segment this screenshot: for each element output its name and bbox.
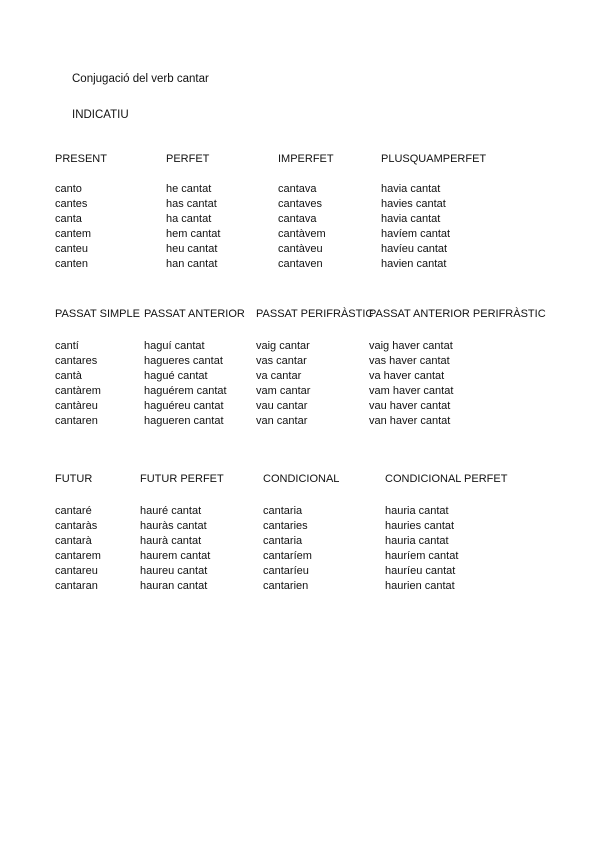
verb-form: haguéreu cantat xyxy=(144,400,224,412)
verb-form: cantem xyxy=(55,228,92,240)
column-header: PASSAT PERIFRÀSTIC xyxy=(256,308,374,320)
page-title: Conjugació del verb cantar xyxy=(72,73,209,85)
verb-form: has cantat xyxy=(166,198,217,210)
verb-form: vam cantar xyxy=(256,385,311,397)
verb-form: haurem cantat xyxy=(140,550,211,562)
verb-form: hem cantat xyxy=(166,228,221,240)
verb-form: cantes xyxy=(55,198,88,210)
form-list xyxy=(140,504,224,594)
column-futur xyxy=(55,472,101,594)
verb-form: havies cantat xyxy=(381,198,446,210)
verb-form: havia cantat xyxy=(381,183,441,195)
verb-form: hauríeu cantat xyxy=(385,565,456,577)
verb-form: havíeu cantat xyxy=(381,243,448,255)
verb-form: van cantar xyxy=(256,415,308,427)
column-header: FUTUR xyxy=(55,473,93,485)
verb-form: han cantat xyxy=(166,258,218,270)
verb-form: cantarà xyxy=(55,535,92,547)
verb-form: heu cantat xyxy=(166,243,218,255)
verb-form: va cantar xyxy=(256,370,302,382)
verb-form: vau haver cantat xyxy=(369,400,451,412)
column-header: PASSAT ANTERIOR PERIFRÀSTIC xyxy=(369,308,546,320)
column-plusquamperfet xyxy=(381,152,486,272)
column-passat-simple xyxy=(55,307,140,429)
verb-form: havien cantat xyxy=(381,258,447,270)
verb-form: vas haver cantat xyxy=(369,355,450,367)
verb-form: haurien cantat xyxy=(385,580,455,592)
verb-form: hauràs cantat xyxy=(140,520,207,532)
column-passat-anterior-perifrastic xyxy=(369,307,546,429)
verb-form: cantaria xyxy=(263,535,303,547)
verb-form: cantaríeu xyxy=(263,565,309,577)
verb-form: cantaren xyxy=(55,415,98,427)
verb-form: ha cantat xyxy=(166,213,212,225)
verb-form: vas cantar xyxy=(256,355,307,367)
verb-form: hagueren cantat xyxy=(144,415,224,427)
form-list xyxy=(278,182,334,272)
verb-form: cantaré xyxy=(55,505,92,517)
verb-form: cantaràs xyxy=(55,520,98,532)
verb-form: hagueres cantat xyxy=(144,355,223,367)
column-header: PRESENT xyxy=(55,153,107,165)
verb-form: hauran cantat xyxy=(140,580,208,592)
column-header: FUTUR PERFET xyxy=(140,473,224,485)
verb-form: cantaries xyxy=(263,520,308,532)
verb-form: van haver cantat xyxy=(369,415,451,427)
verb-form: vaig cantar xyxy=(256,340,310,352)
verb-form: canten xyxy=(55,258,89,270)
verb-form: cantarem xyxy=(55,550,101,562)
verb-form: cantàveu xyxy=(278,243,323,255)
verb-form: havia cantat xyxy=(381,213,441,225)
verb-form: vam haver cantat xyxy=(369,385,454,397)
column-header: CONDICIONAL xyxy=(263,473,340,485)
form-list xyxy=(166,182,220,272)
column-perfet xyxy=(166,152,220,272)
column-imperfet xyxy=(278,152,334,272)
column-header: PASSAT SIMPLE xyxy=(55,308,140,320)
verb-form: cantava xyxy=(278,213,317,225)
column-header: CONDICIONAL PERFET xyxy=(385,473,508,485)
column-condicional-perfet xyxy=(385,472,507,594)
form-list xyxy=(381,182,486,272)
verb-form: hagué cantat xyxy=(144,370,208,382)
form-list xyxy=(369,339,546,429)
form-list xyxy=(144,339,245,429)
verb-form: hauria cantat xyxy=(385,535,449,547)
mood-heading: INDICATIU xyxy=(72,109,129,121)
verb-form: vau cantar xyxy=(256,400,308,412)
verb-form: cantaven xyxy=(278,258,323,270)
verb-form: cantaríem xyxy=(263,550,312,562)
verb-form: hauries cantat xyxy=(385,520,455,532)
verb-form: cantareu xyxy=(55,565,98,577)
verb-form: cantàreu xyxy=(55,400,98,412)
verb-form: cantàvem xyxy=(278,228,326,240)
verb-form: hauria cantat xyxy=(385,505,449,517)
verb-form: cantà xyxy=(55,370,82,382)
column-futur-perfet xyxy=(140,472,224,594)
verb-form: cantarien xyxy=(263,580,309,592)
column-condicional xyxy=(263,472,339,594)
column-passat-anterior xyxy=(144,307,245,429)
verb-form: canteu xyxy=(55,243,89,255)
verb-form: cantí xyxy=(55,340,79,352)
verb-form: cantaves xyxy=(278,198,323,210)
form-list xyxy=(385,504,507,594)
verb-form: cantares xyxy=(55,355,98,367)
column-passat-perifrastic xyxy=(256,307,373,429)
verb-form: va haver cantat xyxy=(369,370,445,382)
verb-form: vaig haver cantat xyxy=(369,340,453,352)
verb-form: canta xyxy=(55,213,82,225)
verb-form: haguérem cantat xyxy=(144,385,227,397)
form-list xyxy=(55,182,107,272)
verb-form: hauríem cantat xyxy=(385,550,459,562)
column-header: PASSAT ANTERIOR xyxy=(144,308,245,320)
verb-form: cantava xyxy=(278,183,317,195)
form-list xyxy=(55,339,140,429)
column-present xyxy=(55,152,107,272)
verb-form: cantàrem xyxy=(55,385,101,397)
verb-form: haureu cantat xyxy=(140,565,208,577)
verb-form: he cantat xyxy=(166,183,212,195)
form-list xyxy=(55,504,101,594)
verb-form: haurà cantat xyxy=(140,535,202,547)
column-header: PLUSQUAMPERFET xyxy=(381,153,487,165)
form-list xyxy=(263,504,339,594)
verb-form: haguí cantat xyxy=(144,340,205,352)
column-header: PERFET xyxy=(166,153,210,165)
verb-form: havíem cantat xyxy=(381,228,451,240)
verb-form: cantaria xyxy=(263,505,303,517)
verb-form: cantaran xyxy=(55,580,98,592)
column-header: IMPERFET xyxy=(278,153,334,165)
verb-form: hauré cantat xyxy=(140,505,202,517)
form-list xyxy=(256,339,373,429)
verb-form: canto xyxy=(55,183,82,195)
